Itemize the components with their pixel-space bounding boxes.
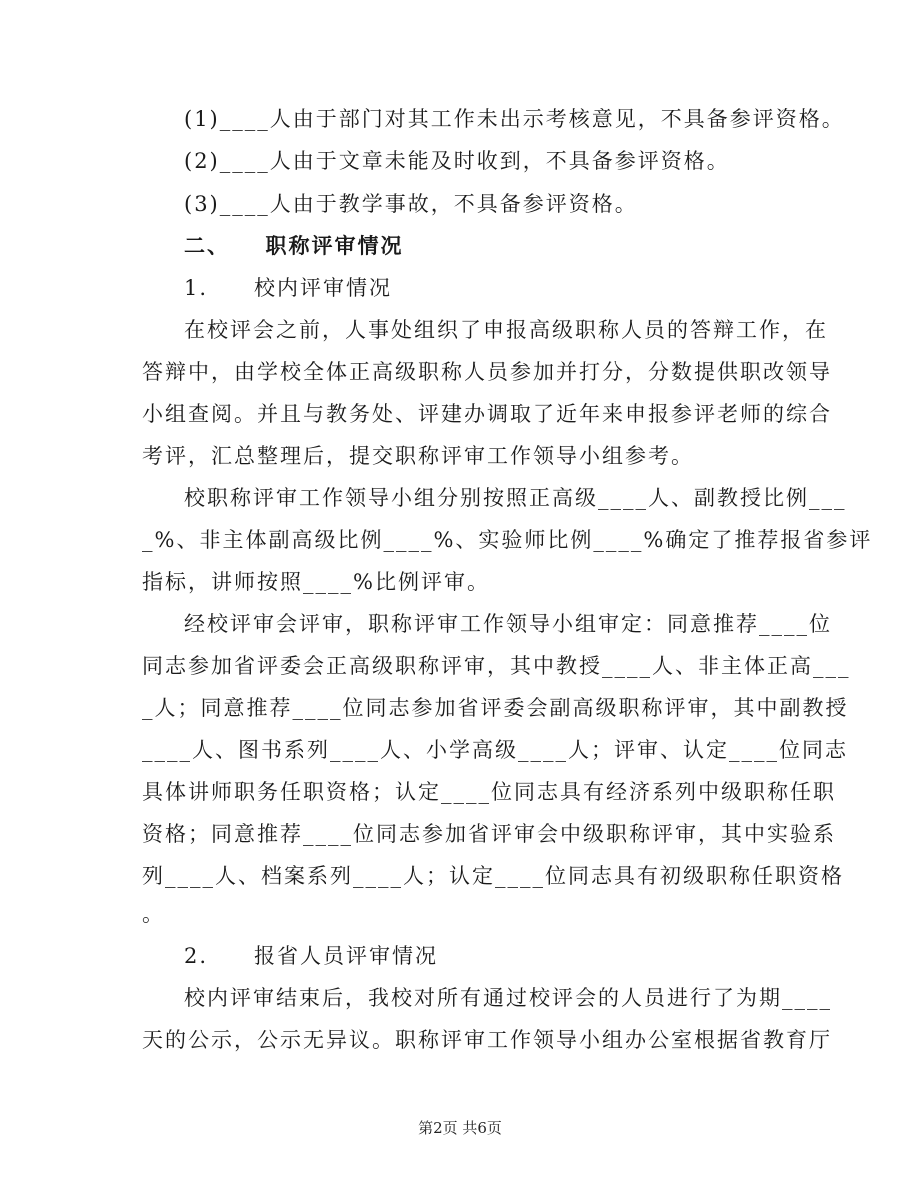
paragraph-line: 天的公示，公示无异议。职称评审工作领导小组办公室根据省教育厅 <box>142 1028 832 1052</box>
paragraph-line: 考评，汇总整理后，提交职称评审工作领导小组参考。 <box>142 444 694 468</box>
paragraph-line: ____人、图书系列____人、小学高级____人；评审、认定____位同志 <box>142 738 848 762</box>
paragraph-line: 答辩中，由学校全体正高级职称人员参加并打分，分数提供职改领导 <box>142 360 832 384</box>
paragraph-line: 同志参加省评委会正高级职称评审，其中教授____人、非主体正高___ <box>142 654 851 678</box>
item-1: (1)____人由于部门对其工作未出示考核意见，不具备参评资格。 <box>184 107 845 131</box>
paragraph-line: 小组查阅。并且与教务处、评建办调取了近年来申报参评老师的综合 <box>142 402 832 426</box>
paragraph-line: 经校评审会评审，职称评审工作领导小组审定：同意推荐____位 <box>184 612 832 636</box>
paragraph-line: 指标，讲师按照____%比例评审。 <box>142 570 490 594</box>
section-heading-2: 二、 职称评审情况 <box>184 233 404 258</box>
subsection-heading-2: 2. 报省人员评审情况 <box>184 944 439 968</box>
paragraph-line: 。 <box>142 902 165 926</box>
paragraph-line: _%、非主体副高级比例____%、实验师比例____%确定了推荐报省参评 <box>142 528 873 552</box>
paragraph-line: 资格；同意推荐____位同志参加省评审会中级职称评审，其中实验系 <box>142 822 836 846</box>
paragraph-line: 校职称评审工作领导小组分别按照正高级____人、副教授比例___ <box>184 486 847 510</box>
subsection-heading-1: 1. 校内评审情况 <box>184 276 393 300</box>
paragraph-line: 列____人、档案系列____人；认定____位同志具有初级职称任职资格 <box>142 864 844 888</box>
paragraph-line: 校内评审结束后，我校对所有通过校评会的人员进行了为期____ <box>184 986 832 1010</box>
item-2: (2)____人由于文章未能及时收到，不具备参评资格。 <box>184 149 730 173</box>
paragraph-line: _人；同意推荐____位同志参加省评委会副高级职称评审，其中副教授 <box>142 696 849 720</box>
paragraph-line: 在校评会之前，人事处组织了申报高级职称人员的答辩工作，在 <box>184 318 828 342</box>
item-3: (3)____人由于教学事故，不具备参评资格。 <box>184 192 638 216</box>
page-number: 第2页 共6页 <box>418 1119 502 1137</box>
paragraph-line: 具体讲师职务任职资格；认定____位同志具有经济系列中级职称任职 <box>142 780 836 804</box>
